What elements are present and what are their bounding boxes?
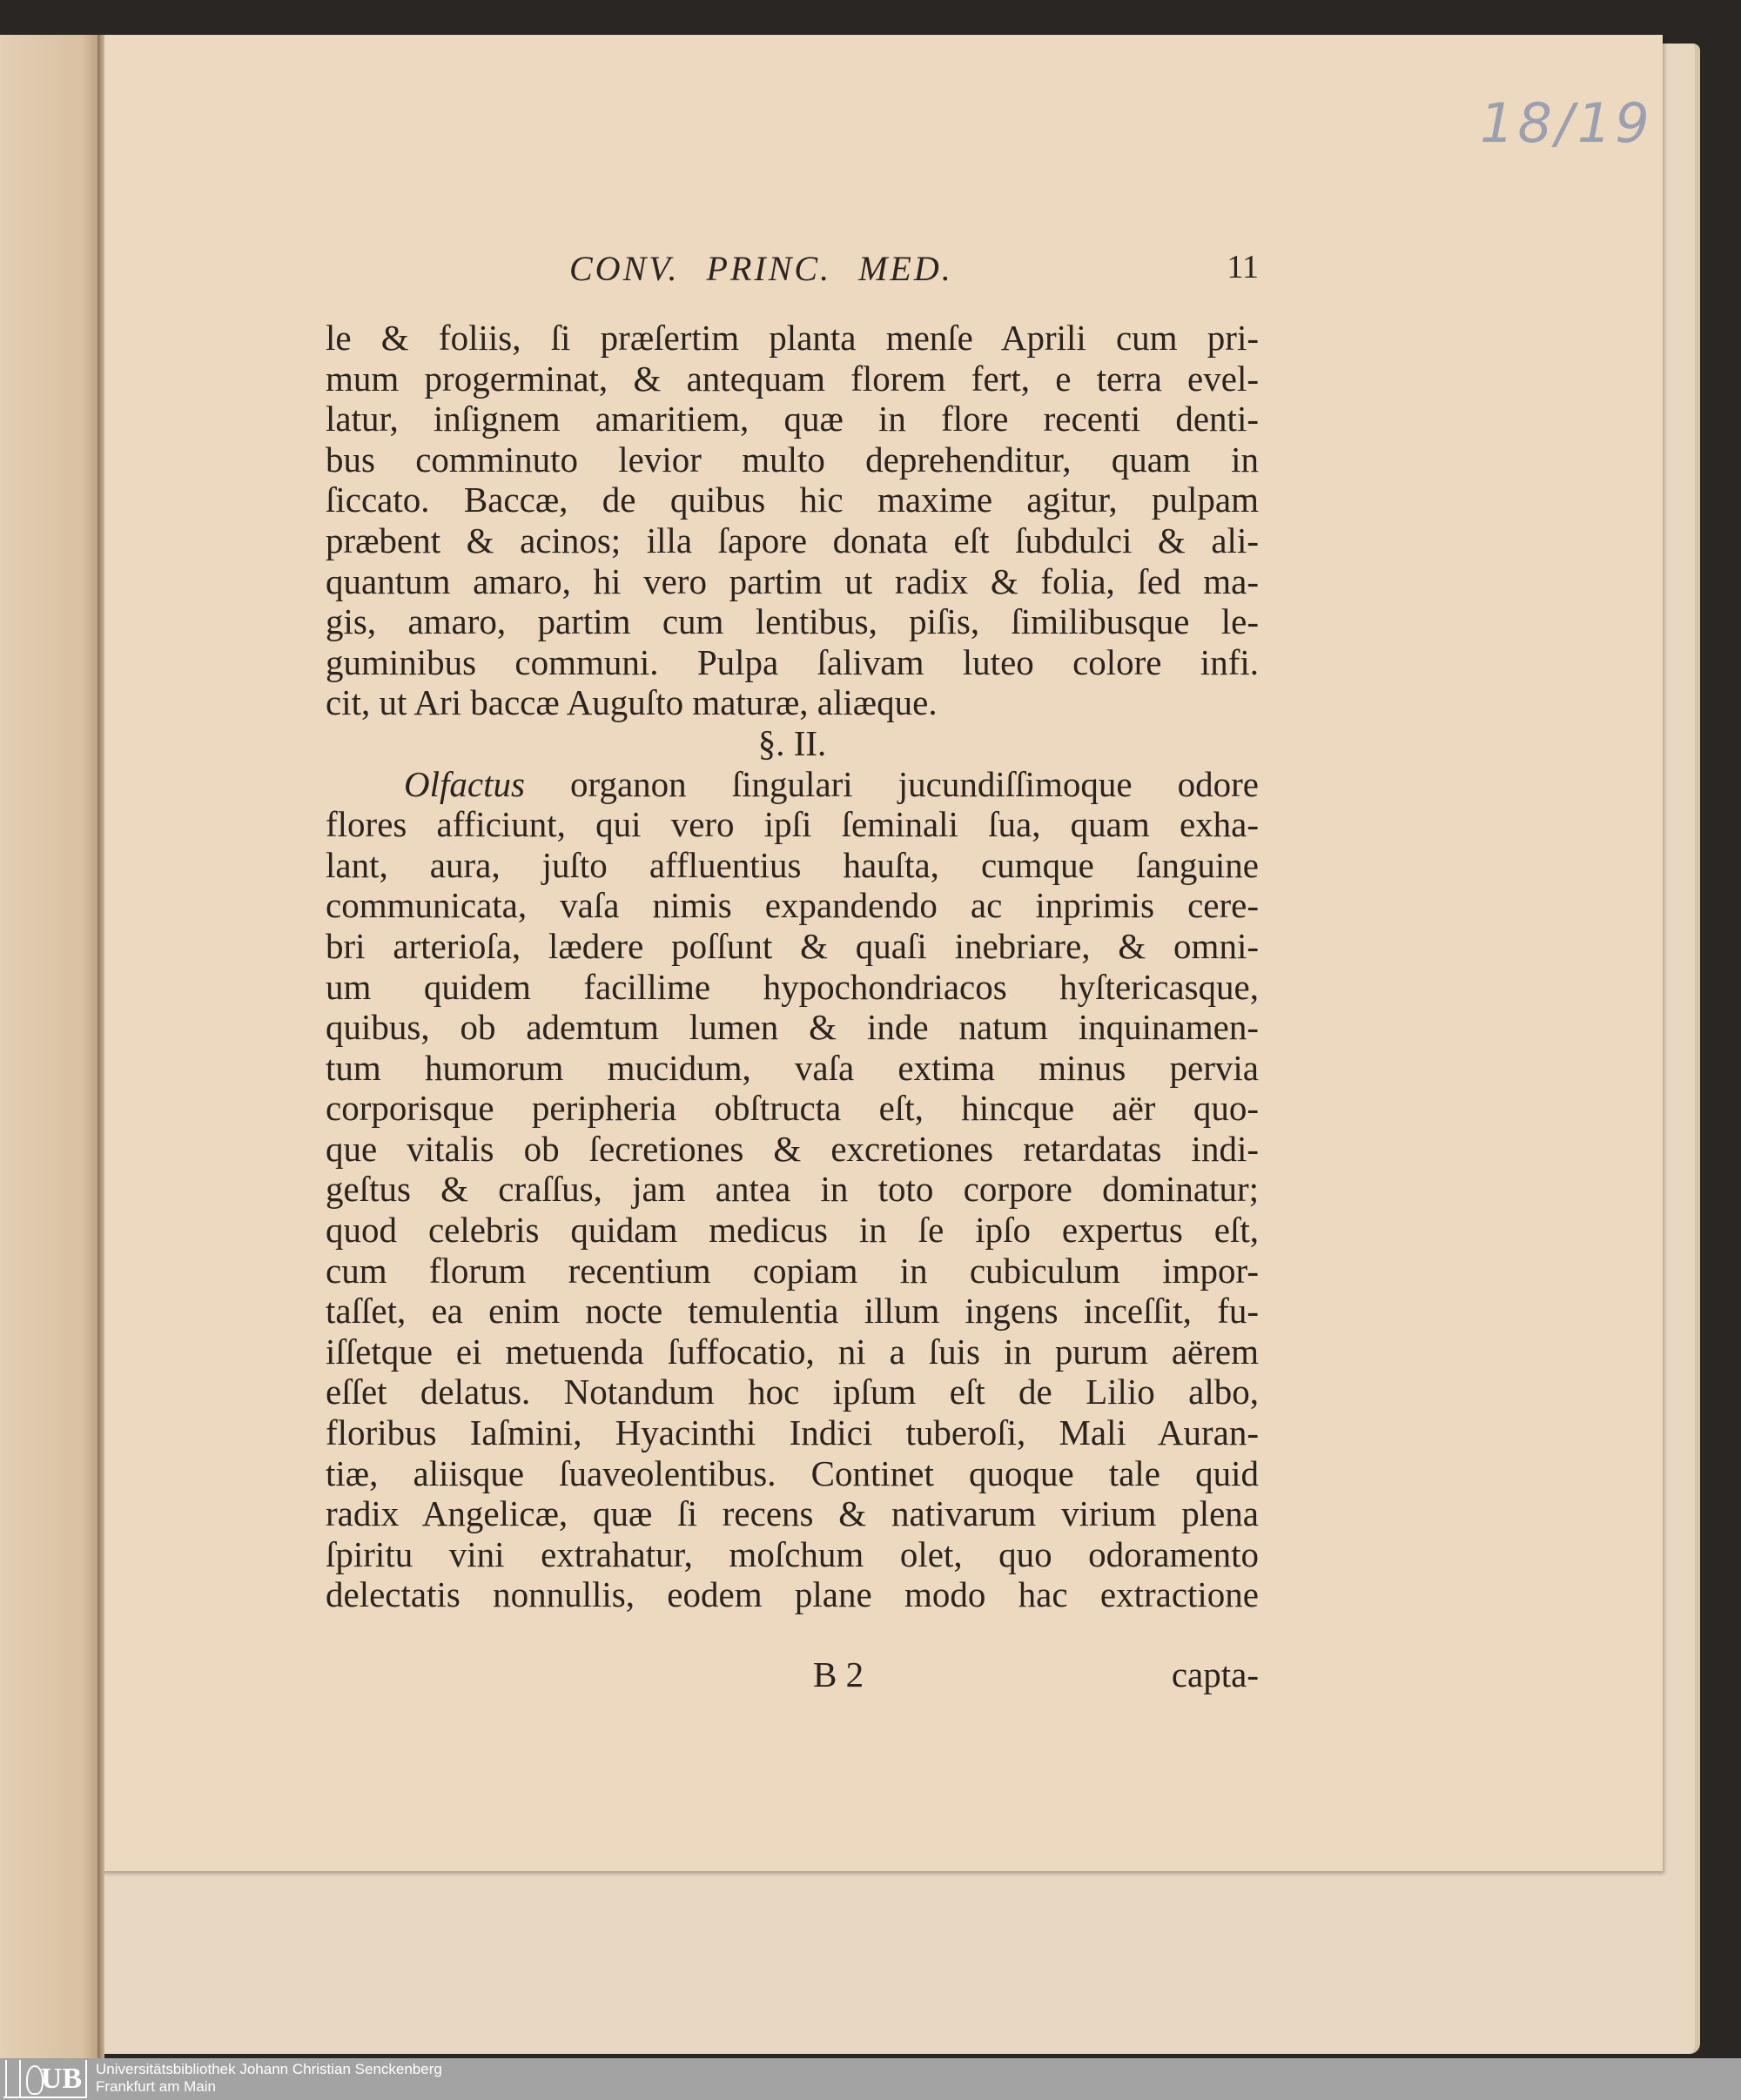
column-icon	[5, 2060, 21, 2098]
signature-mark: B 2	[813, 1654, 864, 1694]
running-header	[326, 248, 1259, 292]
text-line: geſtus & craſſus, jam antea in toto corpore dominatur;	[326, 1169, 1259, 1210]
handwritten-note: 18/19	[1480, 91, 1653, 155]
body-text	[326, 318, 1259, 1615]
text-line: cum florum recentium copiam in cubiculum impor-	[326, 1250, 1259, 1291]
running-title: CONV. PRINC. MED.	[569, 249, 953, 288]
portrait-icon	[26, 2065, 44, 2095]
text-line: delectatis nonnullis, eodem plane modo hac extractione	[326, 1574, 1259, 1615]
text-line: taſſet, ea enim nocte temulentia illum ingens inceſſit, fu-	[326, 1291, 1259, 1332]
text-line: corporisque peripheria obſtructa eſt, hincque aër quo-	[326, 1088, 1259, 1129]
text-line: quibus, ob ademtum lumen & inde natum inquinamen-	[326, 1007, 1259, 1048]
text-line: bus comminuto levior multo deprehenditur, quam in	[326, 439, 1259, 480]
text-line: lant, aura, juſto affluentius hauſta, cumque ſanguine	[326, 844, 1259, 885]
paragraph-2	[326, 764, 1259, 1615]
text-line: communicata, vaſa nimis expandendo ac inprimis cere-	[326, 885, 1259, 926]
library-footer-bar	[0, 2058, 1741, 2100]
text-line: bri arterioſa, lædere poſſunt & quaſi inebriare, & omni-	[326, 925, 1259, 966]
text-line: radix Angelicæ, quæ ſi recens & nativarum virium plena	[326, 1493, 1259, 1534]
first-line-rest: organon ſingulari jucundiſſimoque odore	[524, 763, 1259, 804]
text-line: tiæ, aliisque ſuaveolentibus. Continet quoque tale quid	[326, 1453, 1259, 1493]
section-heading: §. II.	[757, 722, 827, 763]
text-line: flores afficiunt, qui vero ipſi ſeminali ſua, quam exha-	[326, 804, 1259, 845]
institution-location: Frankfurt am Main	[96, 2078, 216, 2095]
text-line: floribus Iaſmini, Hyacinthi Indici tuberoſi, Mali Auran-	[326, 1412, 1259, 1453]
text-line: quantum amaro, hi vero partim ut radix & folia, ſed ma-	[326, 560, 1259, 601]
book-gutter	[97, 35, 104, 2058]
text-line: que vitalis ob ſecretiones & excretiones retardatas indi-	[326, 1128, 1259, 1169]
text-line: præbent & acinos; illa ſapore donata eſt ſubdulci & ali-	[326, 520, 1259, 560]
text-line: ſiccato. Baccæ, de quibus hic maxime agitur, pulpam	[326, 480, 1259, 520]
institution-name: Universitätsbibliothek Johann Christian Senckenberg	[96, 2061, 442, 2077]
text-line: gis, amaro, partim cum lentibus, piſis, ſimilibusque le-	[326, 601, 1259, 642]
text-line: eſſet delatus. Notandum hoc ipſum eſt de Lilio albo,	[326, 1372, 1259, 1412]
institution-text	[96, 2061, 442, 2096]
paragraph-1	[326, 318, 1259, 723]
text-line: quod celebris quidam medicus in ſe ipſo expertus eſt,	[326, 1210, 1259, 1251]
text-line: mum progerminat, & antequam florem fert, e terra evel-	[326, 358, 1259, 399]
page-number: 11	[1227, 249, 1259, 285]
text-line: latur, inſignem amaritiem, quæ in flore recenti denti-	[326, 399, 1259, 439]
initial-word: Olfactus	[404, 763, 525, 804]
logo-text: UB	[40, 2063, 82, 2095]
page-footer-marks	[326, 1654, 1259, 1694]
left-page-edge	[0, 35, 103, 2058]
text-line: iſſetque ei metuenda ſuffocatio, ni a ſuis in purum aërem	[326, 1331, 1259, 1372]
text-line: um quidem facillime hypochondriacos hyſtericasque,	[326, 966, 1259, 1007]
text-line: ſpiritu vini extrahatur, moſchum olet, quo odoramento	[326, 1533, 1259, 1574]
text-line: guminibus communi. Pulpa ſalivam luteo colore infi.	[326, 641, 1259, 682]
text-line: cit, ut Ari baccæ Auguſto maturæ, aliæque.	[326, 682, 938, 723]
ub-logo	[3, 2060, 87, 2098]
text-line	[326, 764, 1259, 805]
text-line: le & foliis, ſi præſertim planta menſe Aprili cum pri-	[326, 318, 1259, 358]
catchword: capta-	[1171, 1654, 1259, 1694]
text-line: tum humorum mucidum, vaſa extima minus pervia	[326, 1047, 1259, 1088]
